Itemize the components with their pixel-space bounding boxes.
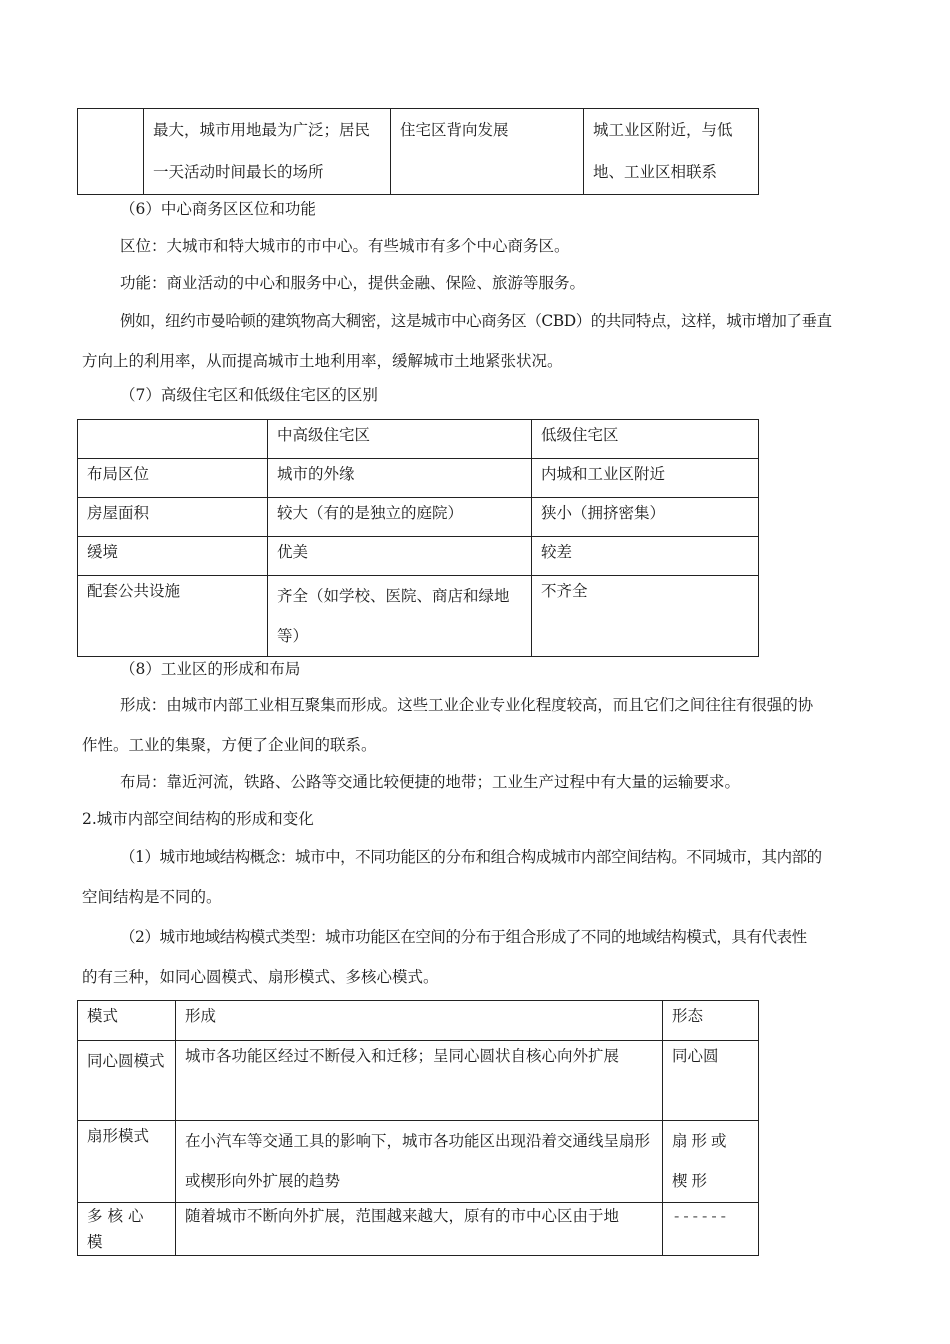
paragraph: （1）城市地域结构概念：城市中，不同功能区的分布和组合构成城市内部空间结构。不同城市，其内部的 xyxy=(120,848,822,866)
table-cell: 内城和工业区附近 xyxy=(532,459,759,498)
table-header-cell xyxy=(78,420,268,459)
table-cell: 齐全（如学校、医院、商店和绿地等） xyxy=(268,576,532,657)
table-cell xyxy=(584,109,759,195)
table-cell: 较大（有的是独立的庭院） xyxy=(268,498,532,537)
table-cell: 城市各功能区经过不断侵入和迁移；呈同心圆状自核心向外扩展 xyxy=(176,1041,663,1121)
table-row xyxy=(78,576,759,657)
table-cell: 多核心模 xyxy=(78,1203,176,1256)
cell-line: 地、工业区相联系 xyxy=(593,163,718,181)
table-cell: 较差 xyxy=(532,537,759,576)
section-heading: （7）高级住宅区和低级住宅区的区别 xyxy=(120,386,378,404)
table-cell: 房屋面积 xyxy=(78,498,268,537)
paragraph: 方向上的利用率，从而提高城市土地利用率，缓解城市土地紧张状况。 xyxy=(82,352,563,370)
section-heading: 2.城市内部空间结构的形成和变化 xyxy=(82,810,314,828)
table-cell: ------ xyxy=(663,1203,759,1256)
table-cell xyxy=(78,109,144,195)
paragraph: 空间结构是不同的。 xyxy=(82,888,222,906)
table-row xyxy=(78,459,759,498)
table-cell: 布局区位 xyxy=(78,459,268,498)
paragraph: 例如，纽约市曼哈顿的建筑物高大稠密，这是城市中心商务区（CBD）的共同特点，这样，城市增加了垂直 xyxy=(120,312,832,330)
table-cell: 随着城市不断向外扩展，范围越来越大，原有的市中心区由于地 xyxy=(176,1203,663,1256)
table-cell: 同心圆 xyxy=(663,1041,759,1121)
table-structure-models xyxy=(77,1000,759,1256)
table-cell: 扇形模式 xyxy=(78,1121,176,1203)
paragraph: （2）城市地域结构模式类型：城市功能区在空间的分布于组合形成了不同的地域结构模式，具有代表性 xyxy=(120,928,807,946)
table-row xyxy=(78,537,759,576)
table-cell: 狭小（拥挤密集） xyxy=(532,498,759,537)
cell-line: 最大，城市用地最为广泛；居民 xyxy=(153,121,371,139)
table-cell: 配套公共设施 xyxy=(78,576,268,657)
table-cell: 优美 xyxy=(268,537,532,576)
table-header-cell: 中高级住宅区 xyxy=(268,420,532,459)
table-row xyxy=(78,1121,759,1203)
table-row xyxy=(78,1203,759,1256)
table-residential-comparison xyxy=(77,419,759,657)
table-row xyxy=(78,498,759,537)
table-row xyxy=(78,1041,759,1121)
table-cell: 住宅区背向发展 xyxy=(391,109,584,195)
paragraph: 的有三种，如同心圆模式、扇形模式、多核心模式。 xyxy=(82,968,439,986)
paragraph: 功能：商业活动的中心和服务中心，提供金融、保险、旅游等服务。 xyxy=(120,274,586,292)
paragraph: 区位：大城市和特大城市的市中心。有些城市有多个中心商务区。 xyxy=(120,237,570,255)
table-cell: 在小汽车等交通工具的影响下，城市各功能区出现沿着交通线呈扇形或楔形向外扩展的趋势 xyxy=(176,1121,663,1203)
table-cell: 同心圆模式 xyxy=(78,1041,176,1121)
table-cell: 不齐全 xyxy=(532,576,759,657)
paragraph: 作性。工业的集聚，方便了企业间的联系。 xyxy=(82,736,377,754)
cell-line: 城工业区附近，与低 xyxy=(593,121,733,139)
table-cell: 缓境 xyxy=(78,537,268,576)
cell-line: 一天活动时间最长的场所 xyxy=(153,163,324,181)
table-header-cell: 形成 xyxy=(176,1001,663,1041)
table-cell: 扇形或楔形 xyxy=(663,1121,759,1203)
paragraph: 布局：靠近河流，铁路、公路等交通比较便捷的地带；工业生产过程中有大量的运输要求。 xyxy=(120,773,741,791)
table-header-cell: 形态 xyxy=(663,1001,759,1041)
table-cell xyxy=(144,109,391,195)
table-header-cell: 低级住宅区 xyxy=(532,420,759,459)
section-heading: （8）工业区的形成和布局 xyxy=(120,660,301,678)
table-cell: 城市的外缘 xyxy=(268,459,532,498)
table-zones-continued xyxy=(77,108,759,195)
section-heading: （6）中心商务区区位和功能 xyxy=(120,200,316,218)
paragraph: 形成：由城市内部工业相互聚集而形成。这些工业企业专业化程度较高，而且它们之间往往有很强的协 xyxy=(120,696,814,714)
table-header-cell: 模式 xyxy=(78,1001,176,1041)
